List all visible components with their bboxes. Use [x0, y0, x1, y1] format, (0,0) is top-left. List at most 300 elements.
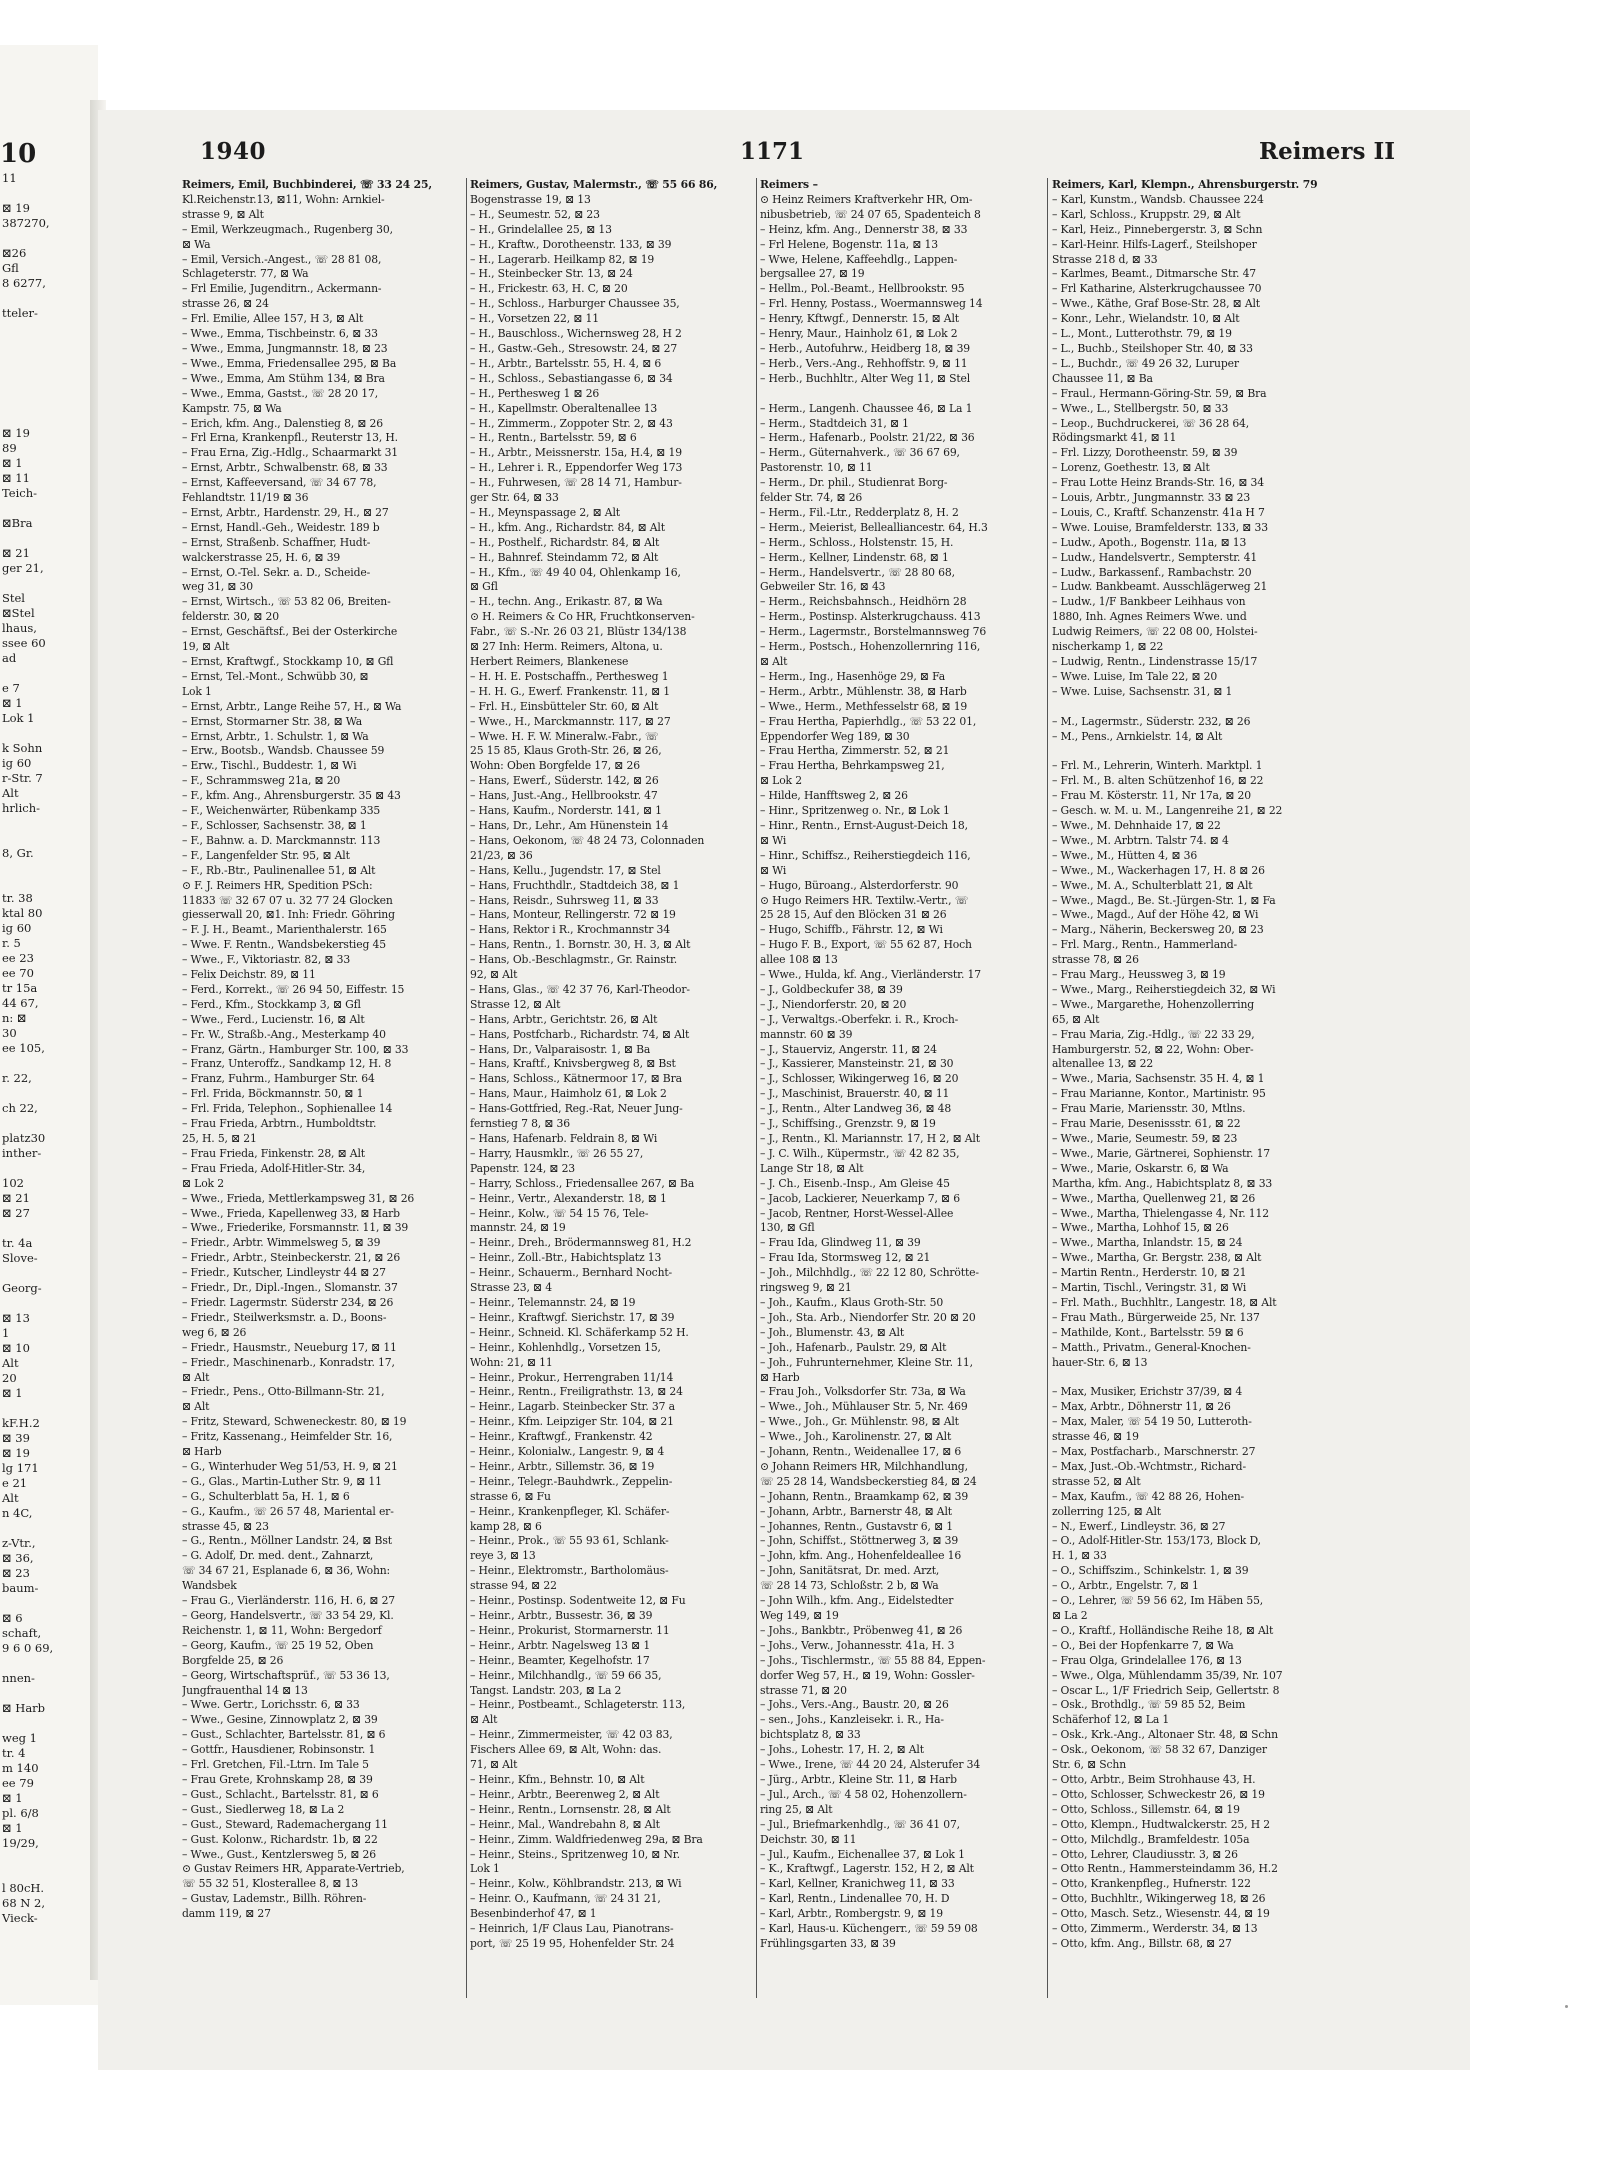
left-page-fragment: [0, 1866, 98, 1881]
left-page-fragment: Teich-: [2, 486, 37, 500]
directory-entry-line: – Friedr. Lagermstr. Süderstr 234, ⊠ 26: [182, 1295, 394, 1309]
directory-entry-line: – Otto, Schloss., Sillemstr. 64, ⊠ 19: [1052, 1802, 1240, 1816]
directory-entry-line: – J., Kassierer, Mansteinstr. 21, ⊠ 30: [760, 1057, 954, 1071]
directory-entry-line: – Frl. M., B. alten Schützenhof 16, ⊠ 22: [1052, 774, 1264, 788]
directory-entry-line: – Jacob, Lackierer, Neuerkamp 7, ⊠ 6: [760, 1191, 960, 1205]
directory-entry-line: – Karl, Rentn., Lindenallee 70, H. D: [760, 1892, 950, 1906]
directory-entry-line: – Wwe., Olga, Mühlendamm 35/39, Nr. 107: [1052, 1668, 1283, 1682]
directory-entry-line: – Hans, Reisdr., Suhrsweg 11, ⊠ 33: [470, 893, 659, 907]
directory-entry-line: – Heinr., Krankenpfleger, Kl. Schäfer-: [470, 1504, 670, 1518]
left-page-fragment: r. 22,: [2, 1071, 32, 1085]
directory-entry-line: – Wwe. H. F. W. Mineralw.-Fabr., ☏: [470, 729, 659, 743]
directory-entry-line: – Frau Joh., Volksdorfer Str. 73a, ⊠ Wa: [760, 1385, 966, 1399]
directory-entry-line: Eppendorfer Weg 189, ⊠ 30: [760, 729, 910, 743]
directory-entry-line: ⊠ Wa: [182, 237, 211, 251]
directory-entry-line: – Harry, Hausmklr., ☏ 26 55 27,: [470, 1146, 644, 1160]
directory-entry-line: – Gottfr., Hausdiener, Robinsonstr. 1: [182, 1743, 376, 1757]
directory-entry-line: – Georg, Wirtschaftsprüf., ☏ 53 36 13,: [182, 1668, 390, 1682]
directory-entry-line: Tangst. Landstr. 203, ⊠ La 2: [470, 1683, 622, 1697]
directory-entry-line: 25 28 15, Auf den Blöcken 31 ⊠ 26: [760, 908, 947, 922]
directory-entry-line: – Wwe., M., Wackerhagen 17, H. 8 ⊠ 26: [1052, 863, 1265, 877]
directory-entry-line: – Frau Lotte Heinz Brands-Str. 16, ⊠ 34: [1052, 476, 1264, 490]
directory-entry-line: – Karlmes, Beamt., Ditmarsche Str. 47: [1052, 267, 1257, 281]
directory-entry-line: Schäferhof 12, ⊠ La 1: [1052, 1713, 1170, 1727]
left-page-fragment: [0, 186, 98, 201]
directory-entry-line: – L., Mont., Lutterothstr. 79, ⊠ 19: [1052, 327, 1232, 341]
directory-entry-line: – Johann, Rentn., Weidenallee 17, ⊠ 6: [760, 1445, 962, 1459]
column-rule-2: [756, 178, 757, 1998]
directory-entry-line: – H., Grindelallee 25, ⊠ 13: [470, 222, 612, 236]
directory-entry-line: – L., Buchdr., ☏ 49 26 32, Luruper: [1052, 356, 1239, 370]
directory-entry-line: – Wwe., Martha, Inlandstr. 15, ⊠ 24: [1052, 1236, 1243, 1250]
header-page-number: 1171: [740, 138, 805, 165]
directory-entry-line: – Heinr., Prok., ☏ 55 93 61, Schlank-: [470, 1534, 669, 1548]
directory-entry-line: – Gesch. w. M. u. M., Langenreihe 21, ⊠ 22: [1052, 804, 1283, 818]
directory-entry-line: – Franz, Fuhrm., Hamburger Str. 64: [182, 1072, 375, 1086]
left-page-fragment: ⊠ 19: [2, 426, 30, 440]
directory-entry-line: – Ludw., Barkassenf., Rambachstr. 20: [1052, 565, 1252, 579]
directory-entry-line: – Franz, Gärtn., Hamburger Str. 100, ⊠ 33: [182, 1042, 409, 1056]
directory-entry-line: – Ernst, Arbtr., 1. Schulstr. 1, ⊠ Wa: [182, 729, 369, 743]
directory-entry-line: altenallee 13, ⊠ 22: [1052, 1057, 1154, 1071]
directory-entry-line: – Heinr., Prokurist, Stormarnerstr. 11: [470, 1623, 670, 1637]
directory-entry-line: – Wwe. Luise, Sachsenstr. 31, ⊠ 1: [1052, 684, 1233, 698]
directory-entry-line: – J., Rentn., Alter Landweg 36, ⊠ 48: [760, 1102, 952, 1116]
directory-entry-line: – J. C. Wilh., Küpermstr., ☏ 42 82 35,: [760, 1146, 960, 1160]
directory-entry-line: – Ernst, Wirtsch., ☏ 53 82 06, Breiten-: [182, 595, 391, 609]
directory-entry-line: – Frl Emilie, Jugenditrn., Ackermann-: [182, 282, 382, 296]
directory-entry-line: – Wwe., Emma, Jungmannstr. 18, ⊠ 23: [182, 341, 388, 355]
directory-entry-line: – Herm., Kellner, Lindenstr. 68, ⊠ 1: [760, 550, 949, 564]
directory-entry-line: – H., Lagerarb. Heilkamp 82, ⊠ 19: [470, 252, 655, 266]
directory-entry-line: – Ernst, Stormarner Str. 38, ⊠ Wa: [182, 714, 363, 728]
directory-entry-line: strasse 52, ⊠ Alt: [1052, 1474, 1141, 1488]
left-page-fragment: ⊠ 19: [2, 201, 30, 215]
directory-entry-line: giesserwall 20, ⊠1. Inh: Friedr. Göhring: [182, 908, 395, 922]
directory-entry-line: – Joh., Kaufm., Klaus Groth-Str. 50: [760, 1295, 944, 1309]
directory-entry-line: Besenbinderhof 47, ⊠ 1: [470, 1907, 597, 1921]
directory-entry-line: strasse 9, ⊠ Alt: [182, 207, 264, 221]
directory-entry-line: – Ludw., Handelsvertr., Sempterstr. 41: [1052, 550, 1258, 564]
directory-entry-line: – J., Goldbeckufer 38, ⊠ 39: [760, 982, 903, 996]
directory-entry-line: Ludwig Reimers, ☏ 22 08 00, Holstei-: [1052, 625, 1258, 639]
directory-entry-line: – Hans, Arbtr., Gerichtstr. 26, ⊠ Alt: [470, 1012, 658, 1026]
directory-entry-line: – Emil, Werkzeugmach., Rugenberg 30,: [182, 222, 393, 236]
directory-entry-line: – M., Lagermstr., Süderstr. 232, ⊠ 26: [1052, 714, 1251, 728]
directory-entry-line: – Hans, Dr., Lehr., Am Hünenstein 14: [470, 818, 669, 832]
directory-entry-line: H. 1, ⊠ 33: [1052, 1549, 1107, 1563]
directory-entry-line: – Wwe., Gesine, Zinnowplatz 2, ⊠ 39: [182, 1713, 378, 1727]
left-page-fragment: ⊠ 11: [2, 471, 30, 485]
left-page-fragment: pl. 6/8: [2, 1806, 39, 1820]
directory-entry-line: – H., Bauschloss., Wichernsweg 28, H 2: [470, 327, 682, 341]
directory-entry-line: – Wwe., Magd., Auf der Höhe 42, ⊠ Wi: [1052, 908, 1259, 922]
directory-entry-line: Pastorenstr. 10, ⊠ 11: [760, 461, 873, 475]
directory-entry-line: – Wwe., Marie, Gärtnerei, Sophienstr. 17: [1052, 1146, 1271, 1160]
directory-entry-line: – O., Arbtr., Engelstr. 7, ⊠ 1: [1052, 1579, 1199, 1593]
column-rule-1: [466, 178, 467, 1998]
directory-entry-line: – Heinr., Telemannstr. 24, ⊠ 19: [470, 1295, 636, 1309]
directory-entry-line: – Friedr., Steilwerksmstr. a. D., Boons-: [182, 1310, 387, 1324]
directory-entry-line: – Frau Hertha, Behrkampsweg 21,: [760, 759, 945, 773]
directory-entry-line: – G., Schulterblatt 5a, H. 1, ⊠ 6: [182, 1489, 350, 1503]
directory-entry-line: – M., Pens., Arnkielstr. 14, ⊠ Alt: [1052, 729, 1223, 743]
left-page-fragment: lg 171: [2, 1461, 39, 1475]
directory-entry-line: Wohn: 21, ⊠ 11: [470, 1355, 553, 1369]
left-page-fragment: tr 15a: [2, 981, 38, 995]
directory-entry-line: – Hugo, Büroang., Alsterdorferstr. 90: [760, 878, 959, 892]
directory-entry-line: – Ernst, Arbtr., Lange Reihe 57, H., ⊠ Wa: [182, 699, 402, 713]
directory-entry-line: – Frau Marie, Mariensstr. 30, Mtlns.: [1052, 1102, 1246, 1116]
directory-entry-line: – Frau Math., Bürgerweide 25, Nr. 137: [1052, 1310, 1260, 1324]
left-page-fragment: ch 22,: [2, 1101, 38, 1115]
directory-entry-line: – Heinr. O., Kaufmann, ☏ 24 31 21,: [470, 1892, 661, 1906]
directory-entry-line: ⊠ Harb: [760, 1370, 800, 1384]
directory-entry-line: ☏ 28 14 73, Schloßstr. 2 b, ⊠ Wa: [760, 1579, 939, 1593]
directory-entry-line: – Herm., Schloss., Holstenstr. 15, H.: [760, 535, 954, 549]
directory-column-1: [182, 178, 454, 2048]
directory-entry-line: – G., Kaufm., ☏ 26 57 48, Mariental er-: [182, 1504, 394, 1518]
directory-entry-line: – Heinr., Zimm. Waldfriedenweg 29a, ⊠ Bra: [470, 1832, 703, 1846]
directory-entry-line: – Otto, Masch. Setz., Wiesenstr. 44, ⊠ 19: [1052, 1907, 1270, 1921]
directory-entry-line: – Wwe., Friederike, Forsmannstr. 11, ⊠ 39: [182, 1221, 409, 1235]
left-page-fragment: nnen-: [2, 1671, 35, 1685]
directory-entry-line: – Frl. Gretchen, Fil.-Ltrn. Im Tale 5: [182, 1758, 369, 1772]
header-running-head: Reimers II: [1258, 138, 1395, 165]
directory-entry-line: Str. 6, ⊠ Schn: [1052, 1758, 1127, 1772]
left-page-fragment: Gfl: [2, 261, 19, 275]
directory-entry-line: – Frau Frieda, Finkenstr. 28, ⊠ Alt: [182, 1146, 365, 1160]
left-page-fragment: ⊠ 1: [2, 1791, 23, 1805]
directory-entry-line: – H., Vorsetzen 22, ⊠ 11: [470, 312, 599, 326]
left-page-fragment: ⊠ 1: [2, 1386, 23, 1400]
directory-entry-line: strasse 26, ⊠ 24: [182, 297, 269, 311]
left-page-fragment: 1: [2, 1326, 10, 1340]
directory-entry-line: – G. Adolf, Dr. med. dent., Zahnarzt,: [182, 1549, 374, 1563]
directory-entry-line: Reimers, Emil, Buchbinderei, ☏ 33 24 25,: [182, 178, 433, 191]
directory-entry-line: – Ludw., 1/F Bankbeer Leihhaus von: [1052, 595, 1246, 609]
directory-entry-line: – H., Posthelf., Richardstr. 84, ⊠ Alt: [470, 535, 660, 549]
directory-entry-line: – Wwe., Marie, Seumestr. 59, ⊠ 23: [1052, 1132, 1238, 1145]
directory-entry-line: Gebweiler Str. 16, ⊠ 43: [760, 580, 886, 594]
directory-entry-line: – Heinr., Kolonialw., Langestr. 9, ⊠ 4: [470, 1445, 665, 1459]
left-page-fragment: [0, 1716, 98, 1731]
directory-entry-line: – Wwe., Gust., Kentzlersweg 5, ⊠ 26: [182, 1847, 376, 1861]
left-page-fragment: ktal 80: [2, 906, 43, 920]
left-page-fragment: Lok 1: [2, 711, 35, 725]
left-page-fragment: [0, 351, 98, 366]
directory-entry-line: Papenstr. 124, ⊠ 23: [470, 1161, 576, 1175]
directory-entry-line: – Wwe., Emma, Gastst., ☏ 28 20 17,: [182, 386, 378, 400]
directory-entry-line: – Heinr., Arbtr., Sillemstr. 36, ⊠ 19: [470, 1459, 655, 1473]
left-page-fragment: ⊠ Harb: [2, 1701, 46, 1715]
directory-entry-line: – H., Arbtr., Meissnerstr. 15a, H.4, ⊠ 19: [470, 446, 682, 460]
left-page-fragment: [0, 666, 98, 681]
directory-entry-line: – Gust., Steward, Rademachergang 11: [182, 1817, 388, 1831]
header-year: 1940: [200, 138, 267, 165]
directory-entry-line: – H., Rentn., Bartelsstr. 59, ⊠ 6: [470, 431, 637, 445]
directory-entry-line: – F., Rb.-Btr., Paulinenallee 51, ⊠ Alt: [182, 863, 376, 877]
directory-entry-line: 71, ⊠ Alt: [470, 1758, 518, 1772]
directory-entry-line: – Johs., Vers.-Ang., Baustr. 20, ⊠ 26: [760, 1698, 949, 1712]
directory-entry-line: Reimers –: [760, 178, 818, 191]
directory-entry-line: – Ludw., Apoth., Bogenstr. 11a, ⊠ 13: [1052, 535, 1247, 549]
directory-entry-line: Wohn: Oben Borgfelde 17, ⊠ 26: [470, 759, 640, 773]
directory-entry-line: dorfer Weg 57, H., ⊠ 19, Wohn: Gossler-: [760, 1668, 975, 1682]
directory-entry-line: – Heinr., Steins., Spritzenweg 10, ⊠ Nr.: [470, 1847, 680, 1861]
directory-entry-line: – Osk., Krk.-Ang., Altonaer Str. 48, ⊠ Schn: [1052, 1728, 1278, 1742]
directory-entry-line: – H., Frickestr. 63, H. C, ⊠ 20: [470, 282, 628, 296]
directory-entry-line: zollerring 125, ⊠ Alt: [1052, 1504, 1161, 1518]
directory-entry-line: weg 6, ⊠ 26: [182, 1325, 247, 1339]
directory-entry-line: – H., Kfm., ☏ 49 40 04, Ohlenkamp 16,: [470, 565, 681, 579]
directory-entry-line: [1052, 744, 1324, 759]
directory-entry-line: – Friedr., Maschinenarb., Konradstr. 17,: [182, 1355, 395, 1369]
left-page-fragment: [0, 1056, 98, 1071]
directory-entry-line: – H. H. G., Ewerf. Frankenstr. 11, ⊠ 1: [470, 684, 670, 698]
directory-entry-line: – Heinr., Postinsp. Sodentweite 12, ⊠ Fu: [470, 1594, 686, 1608]
directory-entry-line: – Ernst, Handl.-Geh., Weidestr. 189 b: [182, 520, 380, 534]
directory-entry-line: Strasse 12, ⊠ Alt: [470, 997, 561, 1011]
directory-entry-line: damm 119, ⊠ 27: [182, 1907, 271, 1921]
directory-entry-line: – Konr., Lehr., Wielandstr. 10, ⊠ Alt: [1052, 312, 1240, 326]
directory-entry-line: 92, ⊠ Alt: [470, 968, 518, 982]
directory-entry-line: – H., Meynspassage 2, ⊠ Alt: [470, 505, 620, 519]
directory-entry-line: – G., Winterhuder Weg 51/53, H. 9, ⊠ 21: [182, 1459, 398, 1473]
directory-entry-line: – H., Lehrer i. R., Eppendorfer Weg 173: [470, 461, 683, 475]
left-page-fragment: [0, 1086, 98, 1101]
directory-entry-line: – Gust., Schlachter, Bartelsstr. 81, ⊠ 6: [182, 1728, 386, 1742]
directory-entry-line: – Louis, Arbtr., Jungmannstr. 33 ⊠ 23: [1052, 491, 1251, 505]
directory-entry-line: – Heinr., Kohlenhdlg., Vorsetzen 15,: [470, 1340, 661, 1354]
directory-entry-line: – Wwe. Luise, Im Tale 22, ⊠ 20: [1052, 669, 1218, 683]
directory-entry-line: ringsweg 9, ⊠ 21: [760, 1281, 852, 1295]
directory-entry-line: – Otto, Arbtr., Beim Strohhause 43, H.: [1052, 1772, 1256, 1786]
directory-entry-line: – Heinr., Telegr.-Bauhdwrk., Zeppelin-: [470, 1474, 673, 1488]
directory-entry-line: – Herm., Reichsbahnsch., Heidhörn 28: [760, 595, 967, 609]
left-page-text-fragments: [0, 171, 98, 1926]
directory-entry-line: bichtsplatz 8, ⊠ 33: [760, 1728, 861, 1742]
directory-entry-line: strasse 71, ⊠ 20: [760, 1683, 847, 1697]
directory-entry-line: ⊙ F. J. Reimers HR, Spedition PSch:: [182, 878, 373, 892]
directory-entry-line: – Frau Grete, Krohnskamp 28, ⊠ 39: [182, 1772, 373, 1786]
directory-entry-line: Lange Str 18, ⊠ Alt: [760, 1161, 864, 1175]
directory-entry-line: – Wwe., Martha, Quellenweg 21, ⊠ 26: [1052, 1191, 1256, 1205]
directory-entry-line: – H., Perthesweg 1 ⊠ 26: [470, 386, 600, 400]
directory-entry-line: Reichenstr. 1, ⊠ 11, Wohn: Bergedorf: [182, 1623, 382, 1637]
directory-entry-line: – Johs., Bankbtr., Pröbenweg 41, ⊠ 26: [760, 1623, 963, 1637]
left-page-fragment: tr. 4: [2, 1746, 26, 1760]
directory-entry-line: – Ernst, Geschäftsf., Bei der Osterkirche: [182, 625, 398, 639]
directory-entry-line: – Wwe., Frieda, Mettlerkampsweg 31, ⊠ 26: [182, 1191, 415, 1205]
directory-entry-line: – F., Langenfelder Str. 95, ⊠ Alt: [182, 848, 350, 862]
directory-entry-line: – Wwe., Herm., Methfesselstr 68, ⊠ 19: [760, 699, 968, 713]
left-page-fragment: 8, Gr.: [2, 846, 34, 860]
left-page-fragment: [0, 366, 98, 381]
left-page-fragment: n: ⊠: [2, 1011, 27, 1025]
directory-entry-line: – Hinr., Spritzenweg o. Nr., ⊠ Lok 1: [760, 804, 950, 818]
directory-entry-line: – H., Schloss., Harburger Chaussee 35,: [470, 297, 680, 311]
left-page-fragment: weg 1: [2, 1731, 37, 1745]
directory-entry-line: – Heinr., Rentn., Lornsenstr. 28, ⊠ Alt: [470, 1802, 671, 1816]
directory-entry-line: – Karl, Haus-u. Küchengerr., ☏ 59 59 08: [760, 1922, 978, 1936]
directory-entry-line: – Wwe., Martha, Gr. Bergstr. 238, ⊠ Alt: [1052, 1251, 1262, 1265]
left-page-fragment: Alt: [2, 1356, 19, 1370]
directory-entry-line: – Wwe., Käthe, Graf Bose-Str. 28, ⊠ Alt: [1052, 297, 1260, 311]
directory-entry-line: ⊠ Alt: [470, 1713, 498, 1727]
left-page-fragment: [0, 576, 98, 591]
left-page-fragment: z-Vtr.,: [2, 1536, 36, 1550]
directory-entry-line: – Jul., Arch., ☏ 4 58 02, Hohenzollern-: [760, 1787, 967, 1801]
directory-entry-line: 11833 ☏ 32 67 07 u. 32 77 24 Glocken: [182, 893, 393, 907]
directory-entry-line: – Hans, Kraftf., Knivsbergweg 8, ⊠ Bst: [470, 1057, 676, 1071]
left-page-fragment: ger 21,: [2, 561, 44, 575]
left-page-fragment: [0, 1851, 98, 1866]
directory-entry-line: – H., kfm. Ang., Richardstr. 84, ⊠ Alt: [470, 520, 665, 534]
directory-entry-line: – Herm., Lagermstr., Borstelmannsweg 76: [760, 625, 987, 639]
directory-entry-line: – Frl Katharine, Alsterkrugchaussee 70: [1052, 282, 1262, 296]
directory-entry-line: – J., Maschinist, Brauerstr. 40, ⊠ 11: [760, 1087, 950, 1101]
directory-entry-line: – Heinr., Postbeamt., Schlageterstr. 113,: [470, 1698, 686, 1712]
directory-entry-line: Jungfrauenthal 14 ⊠ 13: [182, 1683, 308, 1697]
directory-entry-line: – Heinr., Zimmermeister, ☏ 42 03 83,: [470, 1728, 673, 1742]
left-page-fragment: [0, 1161, 98, 1176]
directory-entry-line: – Otto Rentn., Hammersteindamm 36, H.2: [1052, 1862, 1278, 1876]
directory-entry-line: – Herm., Handelsvertr., ☏ 28 80 68,: [760, 565, 955, 579]
directory-entry-line: ⊠ 27 Inh: Herm. Reimers, Altona, u.: [470, 640, 663, 654]
left-page-fragment: [0, 411, 98, 426]
directory-entry-line: – G., Rentn., Möllner Landstr. 24, ⊠ Bst: [182, 1534, 392, 1548]
directory-entry-line: – Max, Musiker, Erichstr 37/39, ⊠ 4: [1052, 1385, 1243, 1399]
directory-entry-line: 21/23, ⊠ 36: [470, 848, 533, 862]
directory-entry-line: – Wwe., Frieda, Kapellenweg 33, ⊠ Harb: [182, 1206, 400, 1220]
directory-entry-line: – Joh., Milchhdlg., ☏ 22 12 80, Schrötte-: [760, 1266, 979, 1280]
directory-entry-line: – Heinr., Kfm. Leipziger Str. 104, ⊠ 21: [470, 1415, 674, 1429]
directory-entry-line: – sen., Johs., Kanzleisekr. i. R., Ha-: [760, 1713, 944, 1727]
directory-entry-line: – F., Schlosser, Sachsenstr. 38, ⊠ 1: [182, 818, 367, 832]
left-page-fragment: [0, 1221, 98, 1236]
directory-entry-line: 25 15 85, Klaus Groth-Str. 26, ⊠ 26,: [470, 744, 662, 758]
directory-entry-line: – Friedr., Pens., Otto-Billmann-Str. 21,: [182, 1385, 385, 1399]
directory-entry-line: – Wwe., Irene, ☏ 44 20 24, Alsterufer 34: [760, 1758, 981, 1772]
directory-entry-line: – Max, Postfacharb., Marschnerstr. 27: [1052, 1445, 1256, 1459]
column-rule-3: [1047, 178, 1048, 1998]
directory-entry-line: – Hans, Maur., Haimholz 61, ⊠ Lok 2: [470, 1087, 667, 1101]
left-page-fragment: ⊠ 36,: [2, 1551, 34, 1565]
directory-entry-line: – Johs., Lohestr. 17, H. 2, ⊠ Alt: [760, 1743, 924, 1757]
directory-entry-line: – Frau Marg., Heussweg 3, ⊠ 19: [1052, 968, 1226, 982]
left-page-fragment: 30: [2, 1026, 17, 1040]
directory-entry-line: – Frau Frieda, Adolf-Hitler-Str. 34,: [182, 1161, 366, 1175]
directory-entry-line: – Louis, C., Kraftf. Schanzenstr. 41a H 7: [1052, 505, 1265, 519]
left-page-fragment: tr. 38: [2, 891, 33, 905]
directory-entry-line: – F. J. H., Beamt., Marienthalerstr. 165: [182, 923, 387, 937]
left-page-fragment: ⊠Stel: [2, 606, 35, 620]
directory-entry-line: – Frl. Emilie, Allee 157, H 3, ⊠ Alt: [182, 312, 364, 326]
directory-entry-line: ☏ 25 28 14, Wandsbeckerstieg 84, ⊠ 24: [760, 1474, 977, 1488]
directory-entry-line: strasse 78, ⊠ 26: [1052, 953, 1139, 967]
directory-entry-line: – Friedr., Arbtr., Steinbeckerstr. 21, ⊠ 26: [182, 1251, 401, 1265]
directory-entry-line: – Max, Kaufm., ☏ 42 88 26, Hohen-: [1052, 1489, 1245, 1503]
directory-entry-line: – Marg., Näherin, Beckersweg 20, ⊠ 23: [1052, 923, 1264, 937]
scan-speck: [1565, 2005, 1568, 2008]
directory-entry-line: – Heinr., Beamter, Kegelhofstr. 17: [470, 1653, 650, 1667]
directory-entry-line: – Frau Olga, Grindelallee 176, ⊠ 13: [1052, 1653, 1242, 1667]
left-page-fragment: [0, 1656, 98, 1671]
directory-entry-line: – Hans, Dr., Valparaisostr. 1, ⊠ Ba: [470, 1042, 651, 1056]
directory-entry-line: – Heinrich, 1/F Claus Lau, Pianotrans-: [470, 1922, 674, 1936]
directory-entry-line: – Frau G., Vierländerstr. 116, H. 6, ⊠ 27: [182, 1594, 396, 1608]
left-page-fragment: [0, 1296, 98, 1311]
directory-entry-line: – Ernst, Tel.-Mont., Schwübb 30, ⊠: [182, 669, 369, 683]
left-page-fragment: ⊠ 1: [2, 1821, 23, 1835]
directory-entry-line: – Hans, Glas., ☏ 42 37 76, Karl-Theodor-: [470, 982, 690, 996]
directory-entry-line: – O., Bei der Hopfenkarre 7, ⊠ Wa: [1052, 1638, 1234, 1652]
directory-entry-line: – Heinr., Kolw., Köhlbrandstr. 213, ⊠ Wi: [470, 1877, 682, 1891]
directory-entry-line: – Hellm., Pol.-Beamt., Hellbrookstr. 95: [760, 282, 965, 296]
directory-entry-line: – F., kfm. Ang., Ahrensburgerstr. 35 ⊠ 43: [182, 789, 401, 803]
directory-entry-line: – Ernst, Arbtr., Schwalbenstr. 68, ⊠ 33: [182, 461, 388, 475]
left-page-fragment: [0, 321, 98, 336]
directory-entry-line: Chaussee 11, ⊠ Ba: [1052, 371, 1153, 385]
directory-entry-line: Strasse 218 d, ⊠ 33: [1052, 252, 1158, 266]
directory-entry-line: – Emil, Versich.-Angest., ☏ 28 81 08,: [182, 252, 382, 266]
directory-entry-line: 19, ⊠ Alt: [182, 640, 230, 654]
directory-entry-line: 130, ⊠ Gfl: [760, 1221, 815, 1235]
directory-column-4: [1052, 178, 1324, 2048]
directory-entry-line: – Wwe., M. A., Schulterblatt 21, ⊠ Alt: [1052, 878, 1253, 892]
directory-entry-line: ring 25, ⊠ Alt: [760, 1802, 833, 1816]
directory-entry-line: – Wwe., H., Marckmannstr. 117, ⊠ 27: [470, 714, 671, 728]
directory-entry-line: – Henry, Maur., Hainholz 61, ⊠ Lok 2: [760, 327, 958, 341]
directory-entry-line: – Karl, Kunstm., Wandsb. Chaussee 224: [1052, 192, 1264, 206]
directory-entry-line: – Gust., Siedlerweg 18, ⊠ La 2: [182, 1802, 345, 1816]
left-page-fragment: tr. 4a: [2, 1236, 33, 1250]
left-page-fragment: e 21: [2, 1476, 28, 1490]
directory-entry-line: strasse 94, ⊠ 22: [470, 1579, 557, 1593]
directory-entry-line: Borgfelde 25, ⊠ 26: [182, 1653, 284, 1667]
directory-entry-line: nischerkamp 1, ⊠ 22: [1052, 640, 1164, 654]
directory-entry-line: – Frl Erna, Krankenpfl., Reuterstr 13, H.: [182, 431, 398, 445]
left-page-fragment: ee 70: [2, 966, 34, 980]
directory-entry-line: Wandsbek: [182, 1579, 237, 1593]
directory-entry-line: – J. Ch., Eisenb.-Insp., Am Gleise 45: [760, 1176, 950, 1190]
directory-entry-line: – Hilde, Hanfftsweg 2, ⊠ 26: [760, 789, 908, 803]
directory-entry-line: – Hans, Oekonom, ☏ 48 24 73, Colonnaden: [470, 833, 705, 847]
directory-entry-line: weg 31, ⊠ 30: [182, 580, 253, 594]
directory-entry-line: Lok 1: [182, 684, 212, 698]
directory-entry-line: – Hans, Hafenarb. Feldrain 8, ⊠ Wi: [470, 1132, 658, 1145]
directory-entry-line: – Otto, Zimmerm., Werderstr. 34, ⊠ 13: [1052, 1922, 1258, 1936]
directory-entry-line: – H., techn. Ang., Erikastr. 87, ⊠ Wa: [470, 595, 663, 609]
directory-entry-line: mannstr. 24, ⊠ 19: [470, 1221, 566, 1235]
left-page-fragment: inther-: [2, 1146, 42, 1160]
directory-entry-line: – Henry, Kftwgf., Dennerstr. 15, ⊠ Alt: [760, 312, 959, 326]
directory-entry-line: Reimers, Gustav, Malermstr., ☏ 55 66 86,: [470, 178, 718, 191]
directory-entry-line: – Heinr., Dreh., Brödermannsweg 81, H.2: [470, 1236, 692, 1250]
directory-entry-line: – Wwe., Joh., Mühlauser Str. 5, Nr. 469: [760, 1400, 968, 1414]
directory-entry-line: strasse 6, ⊠ Fu: [470, 1489, 551, 1503]
directory-entry-line: – J., Rentn., Kl. Mariannstr. 17, H 2, ⊠ Alt: [760, 1132, 980, 1145]
directory-entry-line: ⊙ Heinz Reimers Kraftverkehr HR, Om-: [760, 192, 973, 206]
directory-entry-line: [1052, 1371, 1324, 1386]
directory-entry-line: – Martin, Tischl., Veringstr. 31, ⊠ Wi: [1052, 1281, 1247, 1295]
directory-entry-line: – Hans, Fruchthdlr., Stadtdeich 38, ⊠ 1: [470, 878, 680, 892]
directory-entry-line: – Wwe., L., Stellbergstr. 50, ⊠ 33: [1052, 401, 1229, 415]
directory-entry-line: – Jul., Kaufm., Eichenallee 37, ⊠ Lok 1: [760, 1847, 965, 1861]
directory-entry-line: – Felix Deichstr. 89, ⊠ 11: [182, 968, 316, 982]
directory-entry-line: – H., Fuhrwesen, ☏ 28 14 71, Hambur-: [470, 476, 682, 490]
